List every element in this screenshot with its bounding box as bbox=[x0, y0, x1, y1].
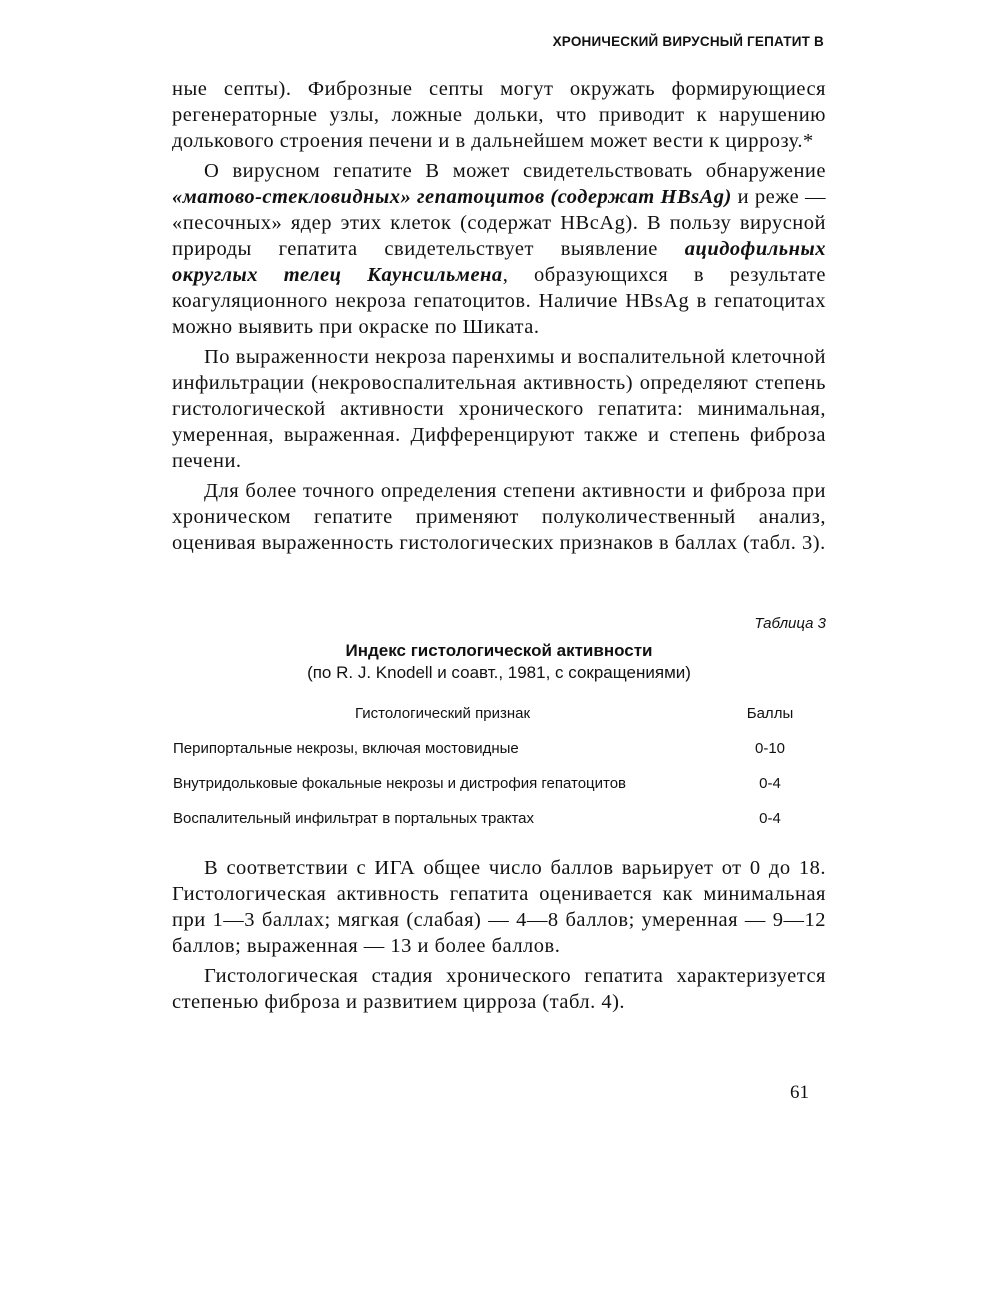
activity-index-table bbox=[172, 695, 826, 836]
table-label: Таблица 3 bbox=[754, 615, 826, 632]
table-row bbox=[172, 731, 826, 766]
paragraph-2-part-e: , образующихся в результате коагуляционного некроза гепатоцитов. Наличие HBsAg в гепатоцитах можно выявить при окраске по Шиката. bbox=[172, 264, 826, 338]
row-score: 0-10 bbox=[754, 740, 786, 757]
paragraph-6: Гистологическая стадия хронического гепатита характеризуется степенью фиброза и развитием цирроза (табл. 4). bbox=[172, 965, 826, 1013]
paragraph-2-part-a: О вирусном гепатите В может свидетельствовать обнаружение bbox=[204, 160, 826, 182]
body-text-bottom bbox=[172, 855, 826, 1019]
paragraph-3: По выраженности некроза паренхимы и воспалительной клеточной инфильтрации (некровоспалительная активность) определяют степень гистологической активности хронического гепатита: минимальная, умеренная, выраженная. Дифференцируют также и степень фиброза печени. bbox=[172, 346, 826, 472]
paragraph-4: Для более точного определения степени активности и фиброза при хроническом гепатите применяют полуколичественный анализ, оценивая выраженность гистологических признаков в баллах (табл. 3). bbox=[172, 480, 826, 554]
table-row bbox=[172, 801, 826, 836]
paragraph-5: В соответствии с ИГА общее число баллов варьирует от 0 до 18. Гистологическая активность гепатита оценивается как минимальная при 1—3 баллах; мягкая (слабая) — 4—8 баллов; умеренная — 9—12 баллов; выраженная — 13 и более баллов. bbox=[172, 857, 826, 957]
running-header: ХРОНИЧЕСКИЙ ВИРУСНЫЙ ГЕПАТИТ В bbox=[552, 34, 824, 49]
table-subtitle: (по R. J. Knodell и соавт., 1981, с сокращениями) bbox=[307, 663, 691, 682]
emphasis-ground-glass-hepatocytes: «матово-стекловидных» гепатоцитов (содержат HBsAg) bbox=[172, 186, 732, 208]
table-row bbox=[172, 766, 826, 801]
row-feature: Внутридольковые фокальные некрозы и дистрофия гепатоцитов bbox=[173, 775, 627, 792]
column-header-score: Баллы bbox=[746, 704, 794, 722]
page-number: 61 bbox=[790, 1082, 809, 1103]
emphasis-councilman-bodies: ацидофильных округлых телец Каунсильмена bbox=[172, 238, 826, 286]
column-header-feature: Гистологический признак bbox=[354, 704, 531, 722]
row-score: 0-4 bbox=[759, 810, 781, 827]
paragraph-1: ные септы). Фиброзные септы могут окружать формирующиеся регенераторные узлы, ложные дольки, что приводит к нарушению долькового строения печени и в дальнейшем может вести к циррозу.* bbox=[172, 78, 826, 152]
paragraph-2-part-c: и реже — «песочных» ядер этих клеток (содержат HBcAg). В пользу вирусной природы гепатита свидетельствует выявление bbox=[172, 186, 826, 260]
table-caption bbox=[172, 640, 826, 684]
body-text-top bbox=[172, 76, 826, 560]
table-header-row bbox=[172, 695, 826, 731]
row-feature: Перипортальные некрозы, включая мостовидные bbox=[173, 740, 519, 757]
table-title: Индекс гистологической активности bbox=[345, 641, 653, 660]
row-score: 0-4 bbox=[759, 775, 781, 792]
row-feature: Воспалительный инфильтрат в портальных трактах bbox=[173, 810, 534, 827]
paragraph-2 bbox=[172, 158, 826, 340]
